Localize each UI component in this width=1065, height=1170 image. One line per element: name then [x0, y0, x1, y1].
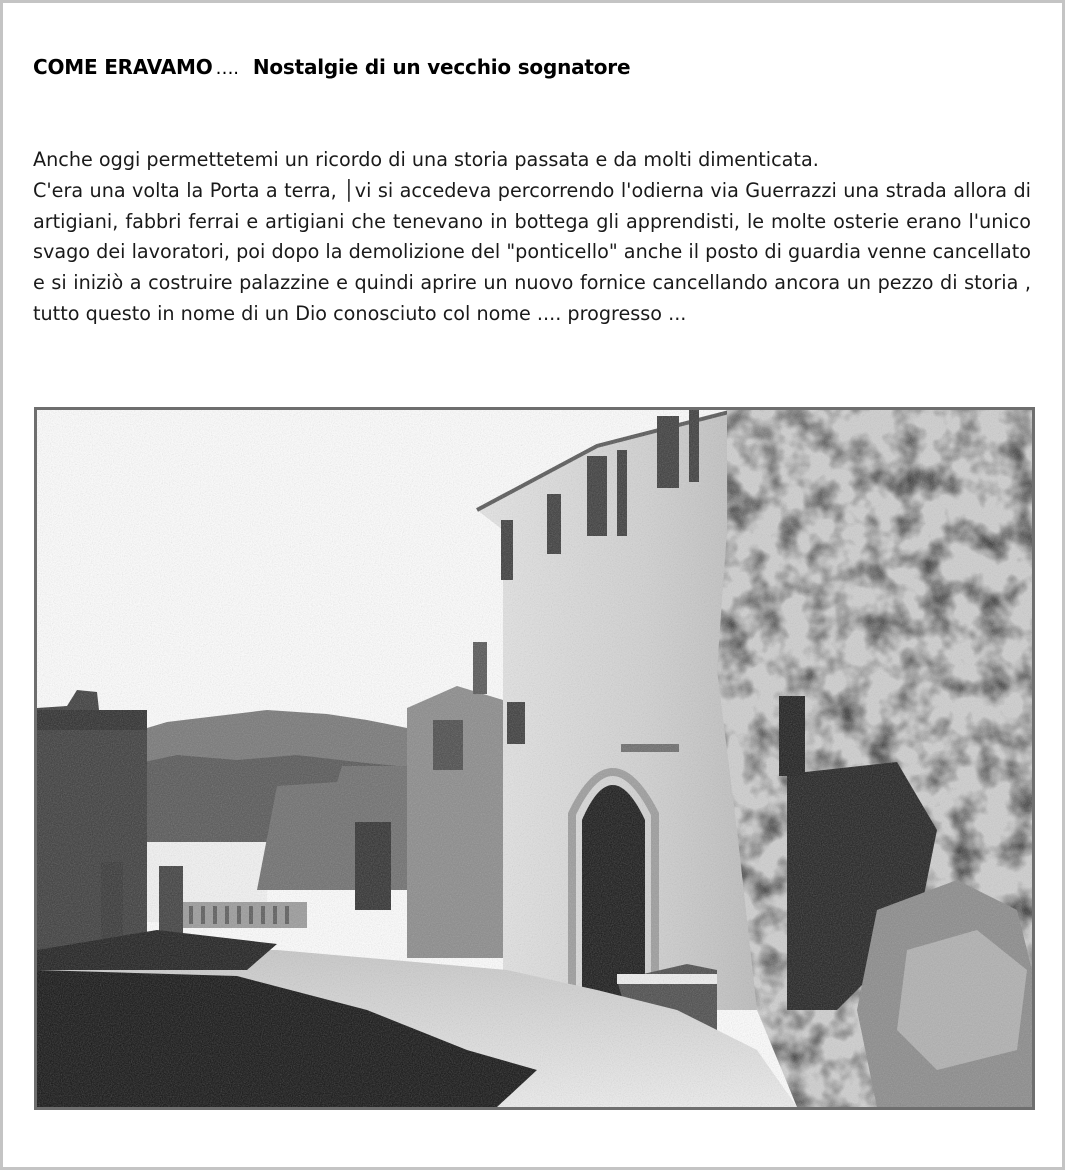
- title-subtitle: Nostalgie di un vecchio sognatore: [252, 55, 631, 79]
- article-paragraph: C'era una volta la Porta a terra, │vi si accedeva percorrendo l'odierna via Guerrazzi una strada allora di artigiani, fabbri ferrai e artigiani che tenevano in bottega gli apprendisti, le molte osterie erano l'unico svago dei lavoratori, poi dopo la demolizione del "ponticello" anche il posto di guardia venne cancellato e si iniziò a costruire palazzine e quindi aprire un nuovo fornice cancellando ancora un pezzo di storia , tutto questo in nome di un Dio conosciuto col nome .... progresso ...: [33, 178, 1031, 325]
- photo-porta-a-terra: [37, 410, 1032, 1107]
- historic-photo: [34, 407, 1035, 1110]
- article-body: [33, 145, 1031, 330]
- title-ellipsis: ….: [215, 58, 239, 79]
- title-main: COME ERAVAMO: [33, 55, 213, 79]
- article-intro: Anche oggi permettetemi un ricordo di una storia passata e da molti dimenticata.: [33, 148, 819, 171]
- page-title: [33, 55, 630, 79]
